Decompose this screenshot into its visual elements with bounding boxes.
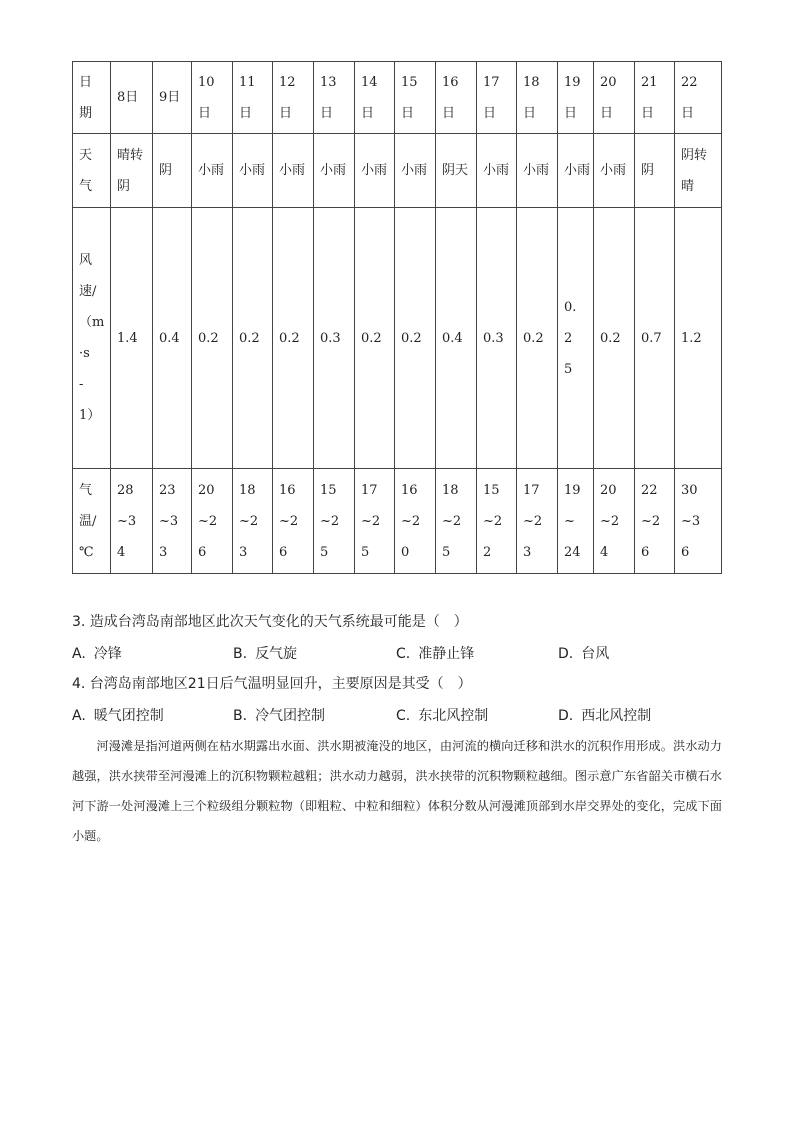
question-4-stem: 4. 台湾岛南部地区21日后气温明显回升，主要原因是其受（ ）: [72, 676, 472, 692]
option-label: D.: [558, 708, 574, 724]
option-text: 冷气团控制: [255, 708, 326, 724]
wind-cell: 0.2: [395, 208, 436, 469]
weather-cell: 小雨: [314, 134, 355, 208]
question-3-stem: 3. 造成台湾岛南部地区此次天气变化的天气系统最可能是（ ）: [72, 614, 468, 630]
q4-option-c[interactable]: [396, 705, 488, 725]
row-wind-speed: [73, 208, 722, 469]
option-label: A.: [72, 708, 86, 724]
row-temperature: [73, 469, 722, 574]
temp-cell: 16~26: [273, 469, 314, 574]
wind-cell: 0.2: [233, 208, 273, 469]
row-header-wind-speed: 风速/（m·s-1）: [73, 208, 111, 469]
weather-cell: 阴: [153, 134, 192, 208]
option-text: 冷锋: [93, 646, 122, 662]
weather-cell: 晴转阴: [111, 134, 153, 208]
option-text: 东北风控制: [418, 708, 489, 724]
option-text: 台风: [581, 646, 610, 662]
date-cell: 18日: [517, 62, 558, 134]
wind-cell: 0.3: [477, 208, 517, 469]
temp-cell: 23~33: [153, 469, 192, 574]
option-label: B.: [233, 646, 248, 662]
passage-block: [72, 731, 722, 851]
q4-option-b[interactable]: [233, 705, 325, 725]
weather-cell: 阴转晴: [675, 134, 722, 208]
temp-cell: 18~23: [233, 469, 273, 574]
q3-option-d[interactable]: [558, 643, 609, 663]
date-cell: 13日: [314, 62, 355, 134]
option-text: 准静止锋: [418, 646, 475, 662]
wind-cell: 1.4: [111, 208, 153, 469]
option-label: D.: [558, 646, 574, 662]
weather-cell: 阴天: [436, 134, 477, 208]
weather-cell: 小雨: [477, 134, 517, 208]
date-cell: 9日: [153, 62, 192, 134]
row-header-weather: 天气: [73, 134, 111, 208]
option-label: C.: [396, 708, 411, 724]
temp-cell: 22~26: [635, 469, 675, 574]
weather-cell: 小雨: [558, 134, 594, 208]
option-label: C.: [396, 646, 411, 662]
q3-option-b[interactable]: [233, 643, 297, 663]
passage-text: 河漫滩是指河道两侧在枯水期露出水面、洪水期被淹没的地区，由河流的横向迁移和洪水的沉积作用形成。洪水动力越强，洪水挟带至河漫滩上的沉积物颗粒越粗；洪水动力越弱，洪水挟带的沉积物颗粒越细。图示意广东省韶关市横石水河下游一处河漫滩上三个粒级组分颗粒物（即粗粒、中粒和细粒）体积分数从河漫滩顶部到水岸交界处的变化，完成下面小题。: [72, 739, 722, 843]
option-text: 暖气团控制: [93, 708, 164, 724]
date-cell: 17日: [477, 62, 517, 134]
q4-option-a[interactable]: [72, 705, 164, 725]
weather-cell: 小雨: [517, 134, 558, 208]
temp-cell: 17~23: [517, 469, 558, 574]
weather-cell: 小雨: [395, 134, 436, 208]
weather-cell: 阴: [635, 134, 675, 208]
temp-cell: 30~36: [675, 469, 722, 574]
option-text: 反气旋: [255, 646, 298, 662]
wind-cell: 0.2: [192, 208, 233, 469]
date-cell: 19日: [558, 62, 594, 134]
row-header-date: 日期: [73, 62, 111, 134]
q4-option-d[interactable]: [558, 705, 651, 725]
weather-table-container: [72, 61, 721, 573]
weather-cell: 小雨: [273, 134, 314, 208]
row-date: [73, 62, 722, 134]
wind-cell: 0.2: [517, 208, 558, 469]
weather-cell: 小雨: [192, 134, 233, 208]
date-cell: 22日: [675, 62, 722, 134]
wind-cell: 1.2: [675, 208, 722, 469]
q3-option-c[interactable]: [396, 643, 474, 663]
date-cell: 16日: [436, 62, 477, 134]
wind-cell: 0.2: [273, 208, 314, 469]
date-cell: 15日: [395, 62, 436, 134]
temp-cell: 18~25: [436, 469, 477, 574]
option-text: 西北风控制: [581, 708, 652, 724]
row-header-temperature: 气温/℃: [73, 469, 111, 574]
wind-cell: 0.25: [558, 208, 594, 469]
date-cell: 20日: [594, 62, 635, 134]
date-cell: 14日: [355, 62, 395, 134]
wind-cell: 0.7: [635, 208, 675, 469]
wind-cell: 0.2: [355, 208, 395, 469]
temp-cell: 19~24: [558, 469, 594, 574]
temp-cell: 20~24: [594, 469, 635, 574]
wind-cell: 0.4: [153, 208, 192, 469]
option-label: A.: [72, 646, 86, 662]
temp-cell: 15~22: [477, 469, 517, 574]
wind-cell: 0.2: [594, 208, 635, 469]
date-cell: 21日: [635, 62, 675, 134]
weather-cell: 小雨: [355, 134, 395, 208]
q3-option-a[interactable]: [72, 643, 122, 663]
wind-cell: 0.4: [436, 208, 477, 469]
date-cell: 10日: [192, 62, 233, 134]
weather-cell: 小雨: [594, 134, 635, 208]
wind-cell: 0.3: [314, 208, 355, 469]
weather-table: [72, 61, 722, 574]
date-cell: 8日: [111, 62, 153, 134]
temp-cell: 15~25: [314, 469, 355, 574]
weather-cell: 小雨: [233, 134, 273, 208]
temp-cell: 20~26: [192, 469, 233, 574]
row-weather: [73, 134, 722, 208]
option-label: B.: [233, 708, 248, 724]
date-cell: 11日: [233, 62, 273, 134]
date-cell: 12日: [273, 62, 314, 134]
temp-cell: 16~20: [395, 469, 436, 574]
temp-cell: 28~34: [111, 469, 153, 574]
temp-cell: 17~25: [355, 469, 395, 574]
